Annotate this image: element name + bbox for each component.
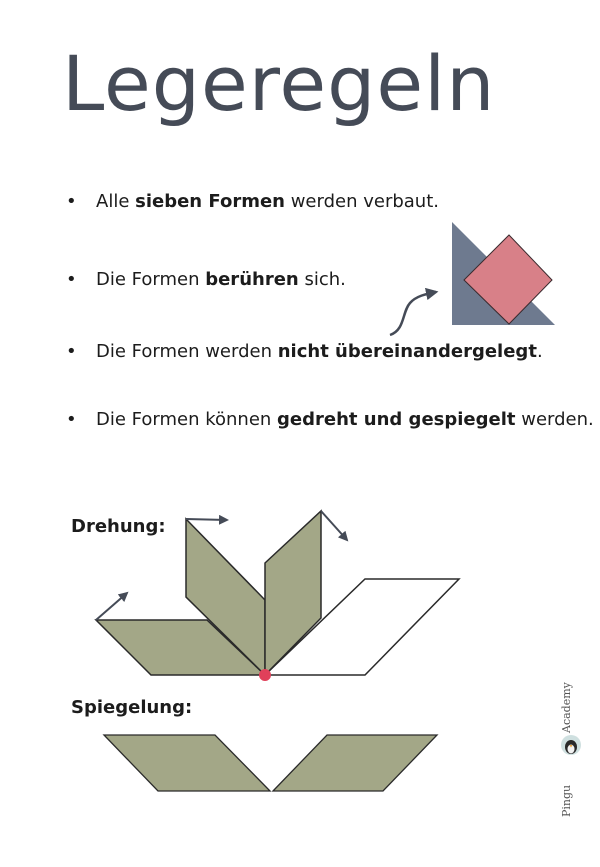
rule-text: werden. [515, 409, 594, 430]
parallelogram-right [273, 735, 437, 791]
brand-name-part2: Academy [560, 682, 573, 733]
rule-bold-text: gedreht und gespiegelt [277, 409, 516, 430]
bullet: • [66, 269, 77, 290]
rule-text: sich. [298, 269, 346, 290]
rule-text: . [536, 341, 543, 362]
bullet: • [66, 341, 77, 362]
page-title: Legeregeln [62, 39, 496, 128]
mirror-illustration [104, 735, 437, 791]
pivot-point [259, 669, 271, 681]
arrow-icon [96, 593, 127, 620]
curved-arrow-icon [390, 292, 436, 335]
rule-text: Alle [96, 191, 136, 212]
rule-text: werden verbaut. [284, 191, 439, 212]
touching-shapes-illustration [390, 222, 555, 335]
bullet: • [66, 191, 77, 212]
parallelogram-left [104, 735, 270, 791]
rotation-label: Drehung: [71, 516, 166, 537]
rule-bold-text: nicht übereinandergelegt [277, 341, 537, 362]
rule-text: Die Formen [96, 269, 206, 290]
rotation-illustration [96, 511, 459, 681]
rule-bold-text: sieben Formen [135, 191, 285, 212]
brand-watermark [556, 680, 586, 820]
arrow-icon [321, 511, 347, 540]
rule-text: Die Formen können [96, 409, 278, 430]
bullet: • [66, 409, 77, 430]
arrow-icon [186, 519, 227, 520]
brand-name-part1: Pingu [560, 784, 573, 817]
mirror-label: Spiegelung: [71, 697, 193, 718]
rule-text: Die Formen werden [96, 341, 278, 362]
rule-bold-text: berühren [205, 269, 299, 290]
